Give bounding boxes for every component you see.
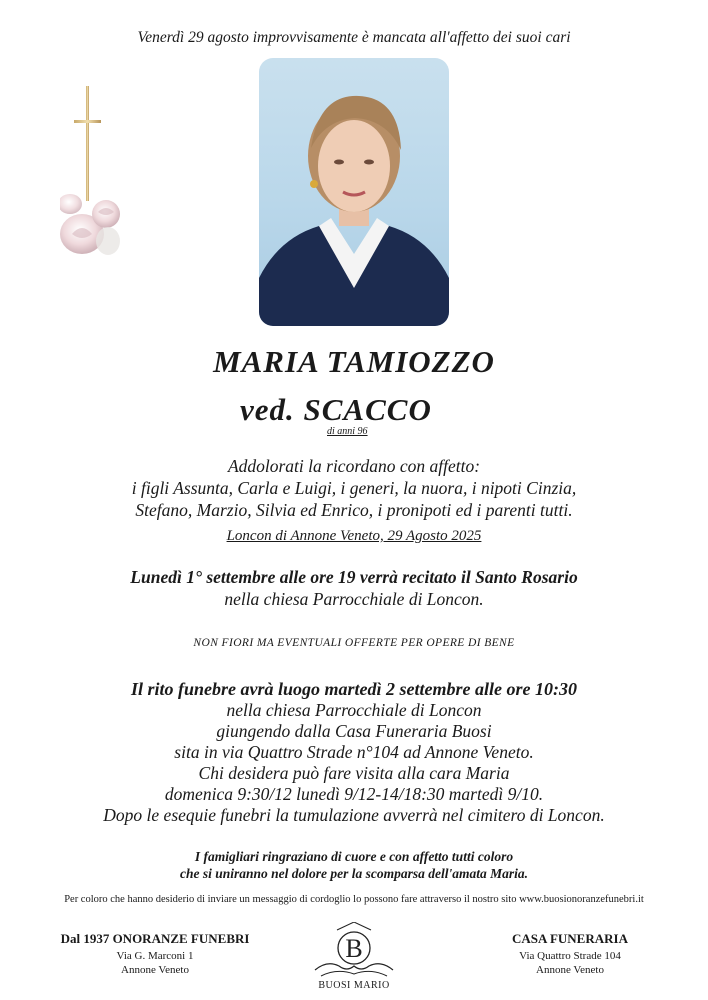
logo-text: BUOSI MARIO — [318, 980, 390, 991]
funeral-line: domenica 9:30/12 lunedì 9/12-14/18:30 martedì 9/10. — [164, 784, 544, 804]
funeral-house-info — [470, 932, 670, 977]
portrait-photo — [259, 58, 449, 326]
place-date — [0, 528, 708, 545]
funeral-line: Chi desidera può fare visita alla cara Maria — [198, 763, 510, 783]
funeral-line: sita in via Quattro Strade n°104 ad Annone Veneto. — [174, 742, 534, 762]
thanks-line: che si uniranno nel dolore per la scomparsa dell'amata Maria. — [179, 866, 529, 881]
thanks-line: I famigliari ringraziano di cuore e con affetto tutti coloro — [194, 849, 514, 864]
buosi-logo — [307, 922, 401, 996]
funeral-details — [0, 700, 708, 826]
no-flowers-note: NON FIORI MA EVENTUALI OFFERTE PER OPERE DI BENE — [193, 637, 515, 649]
mourners-line: i figli Assunta, Carla e Luigi, i generi, la nuora, i nipoti Cinzia, — [131, 478, 577, 498]
funeral-home-info — [45, 932, 265, 977]
deceased-married-name: ved. SCACCO — [240, 392, 432, 427]
mourners-list — [0, 455, 708, 521]
mourners-line: Addolorati la ricordano con affetto: — [227, 456, 481, 476]
funeral-house-address: Via Quattro Strade 104 — [519, 950, 621, 962]
mourners-line: Stefano, Marzio, Silvia ed Enrico, i pronipoti ed i parenti tutti. — [135, 500, 573, 520]
logo-letter: B — [345, 934, 363, 963]
funeral-line: Dopo le esequie funebri la tumulazione avverrà nel cimitero di Loncon. — [103, 805, 605, 825]
place-date-text: Loncon di Annone Veneto, 29 Agosto 2025 — [226, 528, 482, 544]
funeral-home-address: Via G. Marconi 1 — [116, 950, 194, 962]
condolences-note: Per coloro che hanno desiderio di inviare un messaggio di cordoglio lo possono fare attraverso il nostro sito www.buosionoranzefunebri.it — [64, 894, 644, 905]
funeral-house-town: Annone Veneto — [536, 964, 604, 976]
cross-with-roses-icon — [60, 86, 120, 266]
logo-emblem-icon — [307, 922, 401, 980]
funeral-home-town: Annone Veneto — [121, 964, 189, 976]
funeral-line: nella chiesa Parrocchiale di Loncon — [226, 700, 482, 720]
rosary-location: nella chiesa Parrocchiale di Loncon. — [224, 589, 484, 609]
intro-text: Venerdì 29 agosto improvvisamente è mancata all'affetto dei suoi cari — [137, 29, 571, 46]
deceased-age: di anni 96 — [327, 426, 368, 437]
deceased-name: MARIA TAMIOZZO — [213, 344, 495, 379]
funeral-home-title: Dal 1937 ONORANZE FUNEBRI — [60, 931, 250, 946]
family-thanks — [0, 848, 708, 882]
funeral-line: giungendo dalla Casa Funeraria Buosi — [216, 721, 492, 741]
rosary-announcement: Lunedì 1° settembre alle ore 19 verrà recitato il Santo Rosario — [130, 567, 578, 587]
funeral-headline: Il rito funebre avrà luogo martedì 2 settembre alle ore 10:30 — [131, 679, 577, 699]
funeral-house-title: CASA FUNERARIA — [512, 931, 628, 946]
